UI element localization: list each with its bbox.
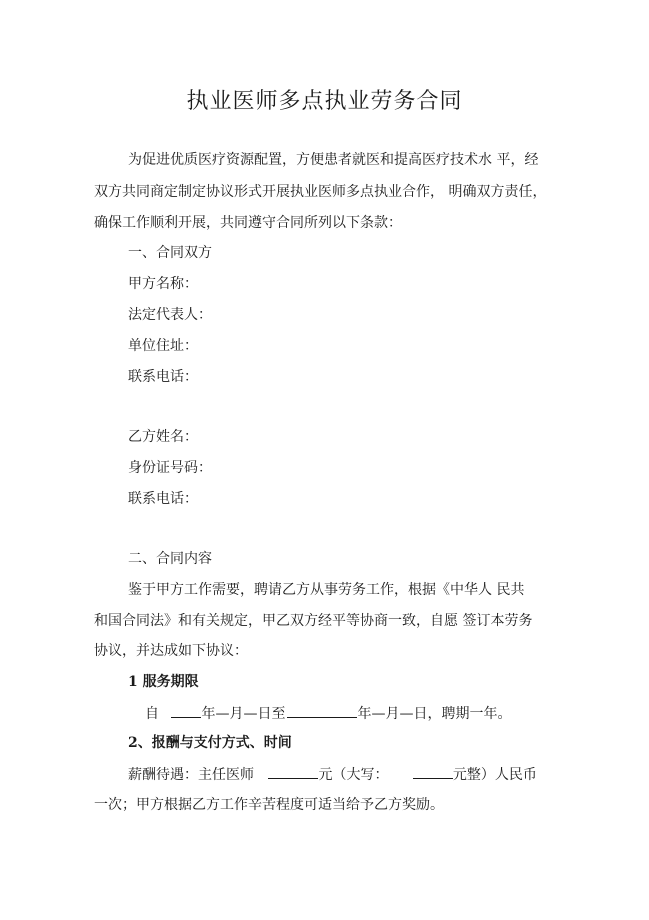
term-line — [145, 703, 511, 724]
intro-line-2: 双方共同商定制定协议形式开展执业医师多点执业合作， 明确双方责任， — [94, 184, 547, 200]
salary-amount-blank — [268, 764, 318, 779]
term-end: 年—月—日，聘期一年。 — [357, 706, 512, 722]
term-from: 自 — [145, 706, 159, 722]
intro-line-1: 为促进优质医疗资源配置，方便患者就医和提高医疗技术水 平，经 — [128, 152, 539, 168]
term-mid: 年—月—日至 — [201, 706, 286, 722]
pay-yuan-upper: 元（大写： — [318, 767, 389, 783]
pay-lead: 薪酬待遇：主任医师 — [128, 767, 254, 783]
party-b-name-label: 乙方姓名： — [128, 429, 198, 445]
party-a-name-label: 甲方名称： — [128, 276, 198, 292]
term-start-year-blank — [171, 703, 201, 718]
document-title: 执业医师多点执业劳务合同 — [186, 89, 463, 114]
section2-heading: 二、合同内容 — [128, 551, 212, 567]
section2-para-line-2: 和国合同法》和有关规定，甲乙双方经平等协商一致，自愿 签订本劳务 — [94, 613, 533, 629]
party-b-id-label: 身份证号码： — [128, 460, 212, 476]
term-heading: 1 服务期限 — [128, 674, 199, 690]
party-b-phone-label: 联系电话： — [128, 491, 198, 507]
intro-line-3: 确保工作顺利开展，共同遵守合同所列以下条款： — [94, 215, 402, 231]
party-a-address-label: 单位住址： — [128, 338, 198, 354]
section1-heading: 一、合同双方 — [128, 245, 212, 261]
pay-line-1 — [128, 764, 537, 785]
term-end-year-blank — [287, 703, 357, 718]
pay-yuan-full: 元整）人民币 — [452, 767, 537, 783]
pay-heading: 2、报酬与支付方式、时间 — [128, 735, 292, 751]
party-a-rep-label: 法定代表人： — [128, 307, 212, 323]
section2-para-line-1: 鉴于甲方工作需要，聘请乙方从事劳务工作，根据《中华人 民共 — [128, 582, 525, 598]
pay-line-2: 一次；甲方根据乙方工作辛苦程度可适当给予乙方奖励。 — [94, 797, 444, 813]
salary-uppercase-blank — [413, 764, 453, 779]
section2-para-line-3: 协议，并达成如下协议： — [94, 643, 248, 659]
party-a-phone-label: 联系电话： — [128, 369, 198, 385]
